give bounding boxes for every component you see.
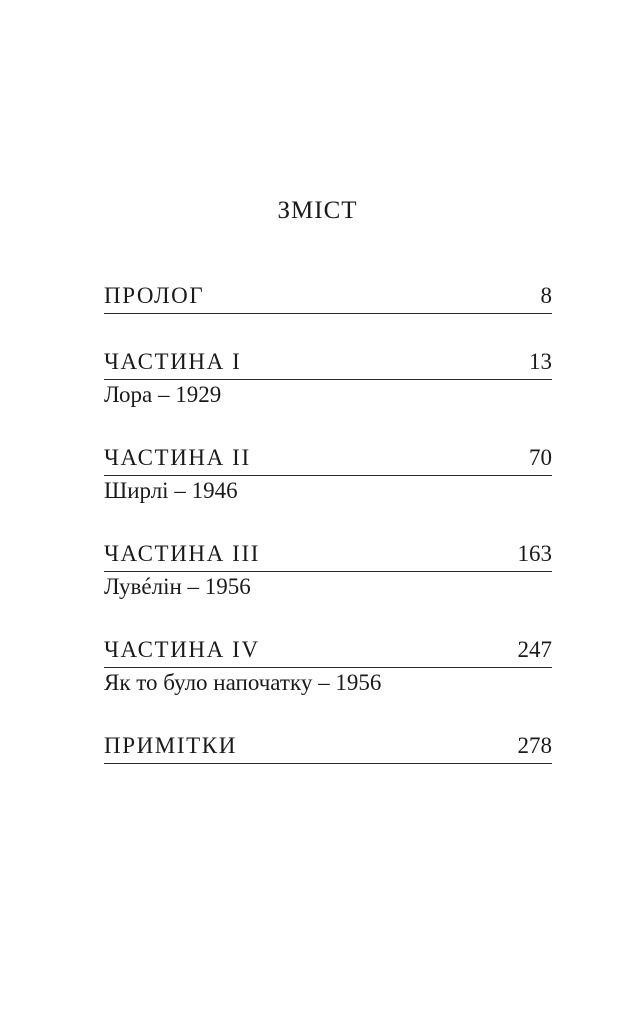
toc-entry-part-3: [104, 538, 552, 601]
toc-entry-subtitle: Як то було напочатку – 1956: [104, 670, 382, 695]
toc-entry-header: [104, 442, 552, 476]
toc-entry-header: [104, 634, 552, 668]
toc-entry-header: [104, 280, 552, 314]
toc-entry-label: ПРИМІТКИ: [104, 733, 237, 758]
toc-entry-page-number: 8: [540, 283, 552, 308]
toc-entry-page-number: 163: [517, 541, 552, 566]
page-title: ЗМІСТ: [277, 197, 358, 224]
toc-entry-notes: [104, 730, 552, 764]
toc-entry-prologue: [104, 280, 552, 314]
toc-entry-header: [104, 538, 552, 572]
toc-entry-subtitle: Лора – 1929: [104, 382, 222, 407]
toc-entry-subtitle: Лувéлін – 1956: [104, 574, 251, 599]
toc-entry-page-number: 278: [517, 733, 552, 758]
toc-entry-part-4: [104, 634, 552, 697]
toc-entry-part-1: [104, 346, 552, 409]
toc-entry-part-2: [104, 442, 552, 505]
toc-entry-label: ЧАСТИНА III: [104, 541, 260, 566]
toc-entry-header: [104, 730, 552, 764]
toc-entry-page-number: 13: [529, 349, 552, 374]
toc-entry-page-number: 247: [517, 637, 552, 662]
toc-entry-label: ЧАСТИНА II: [104, 445, 251, 470]
toc-entry-label: ЧАСТИНА IV: [104, 637, 260, 662]
toc-entry-header: [104, 346, 552, 380]
toc-entry-label: ЧАСТИНА I: [104, 349, 242, 374]
toc-entry-page-number: 70: [529, 445, 552, 470]
toc-entry-label: ПРОЛОГ: [104, 283, 205, 308]
toc-entry-subtitle: Ширлі – 1946: [104, 478, 238, 503]
